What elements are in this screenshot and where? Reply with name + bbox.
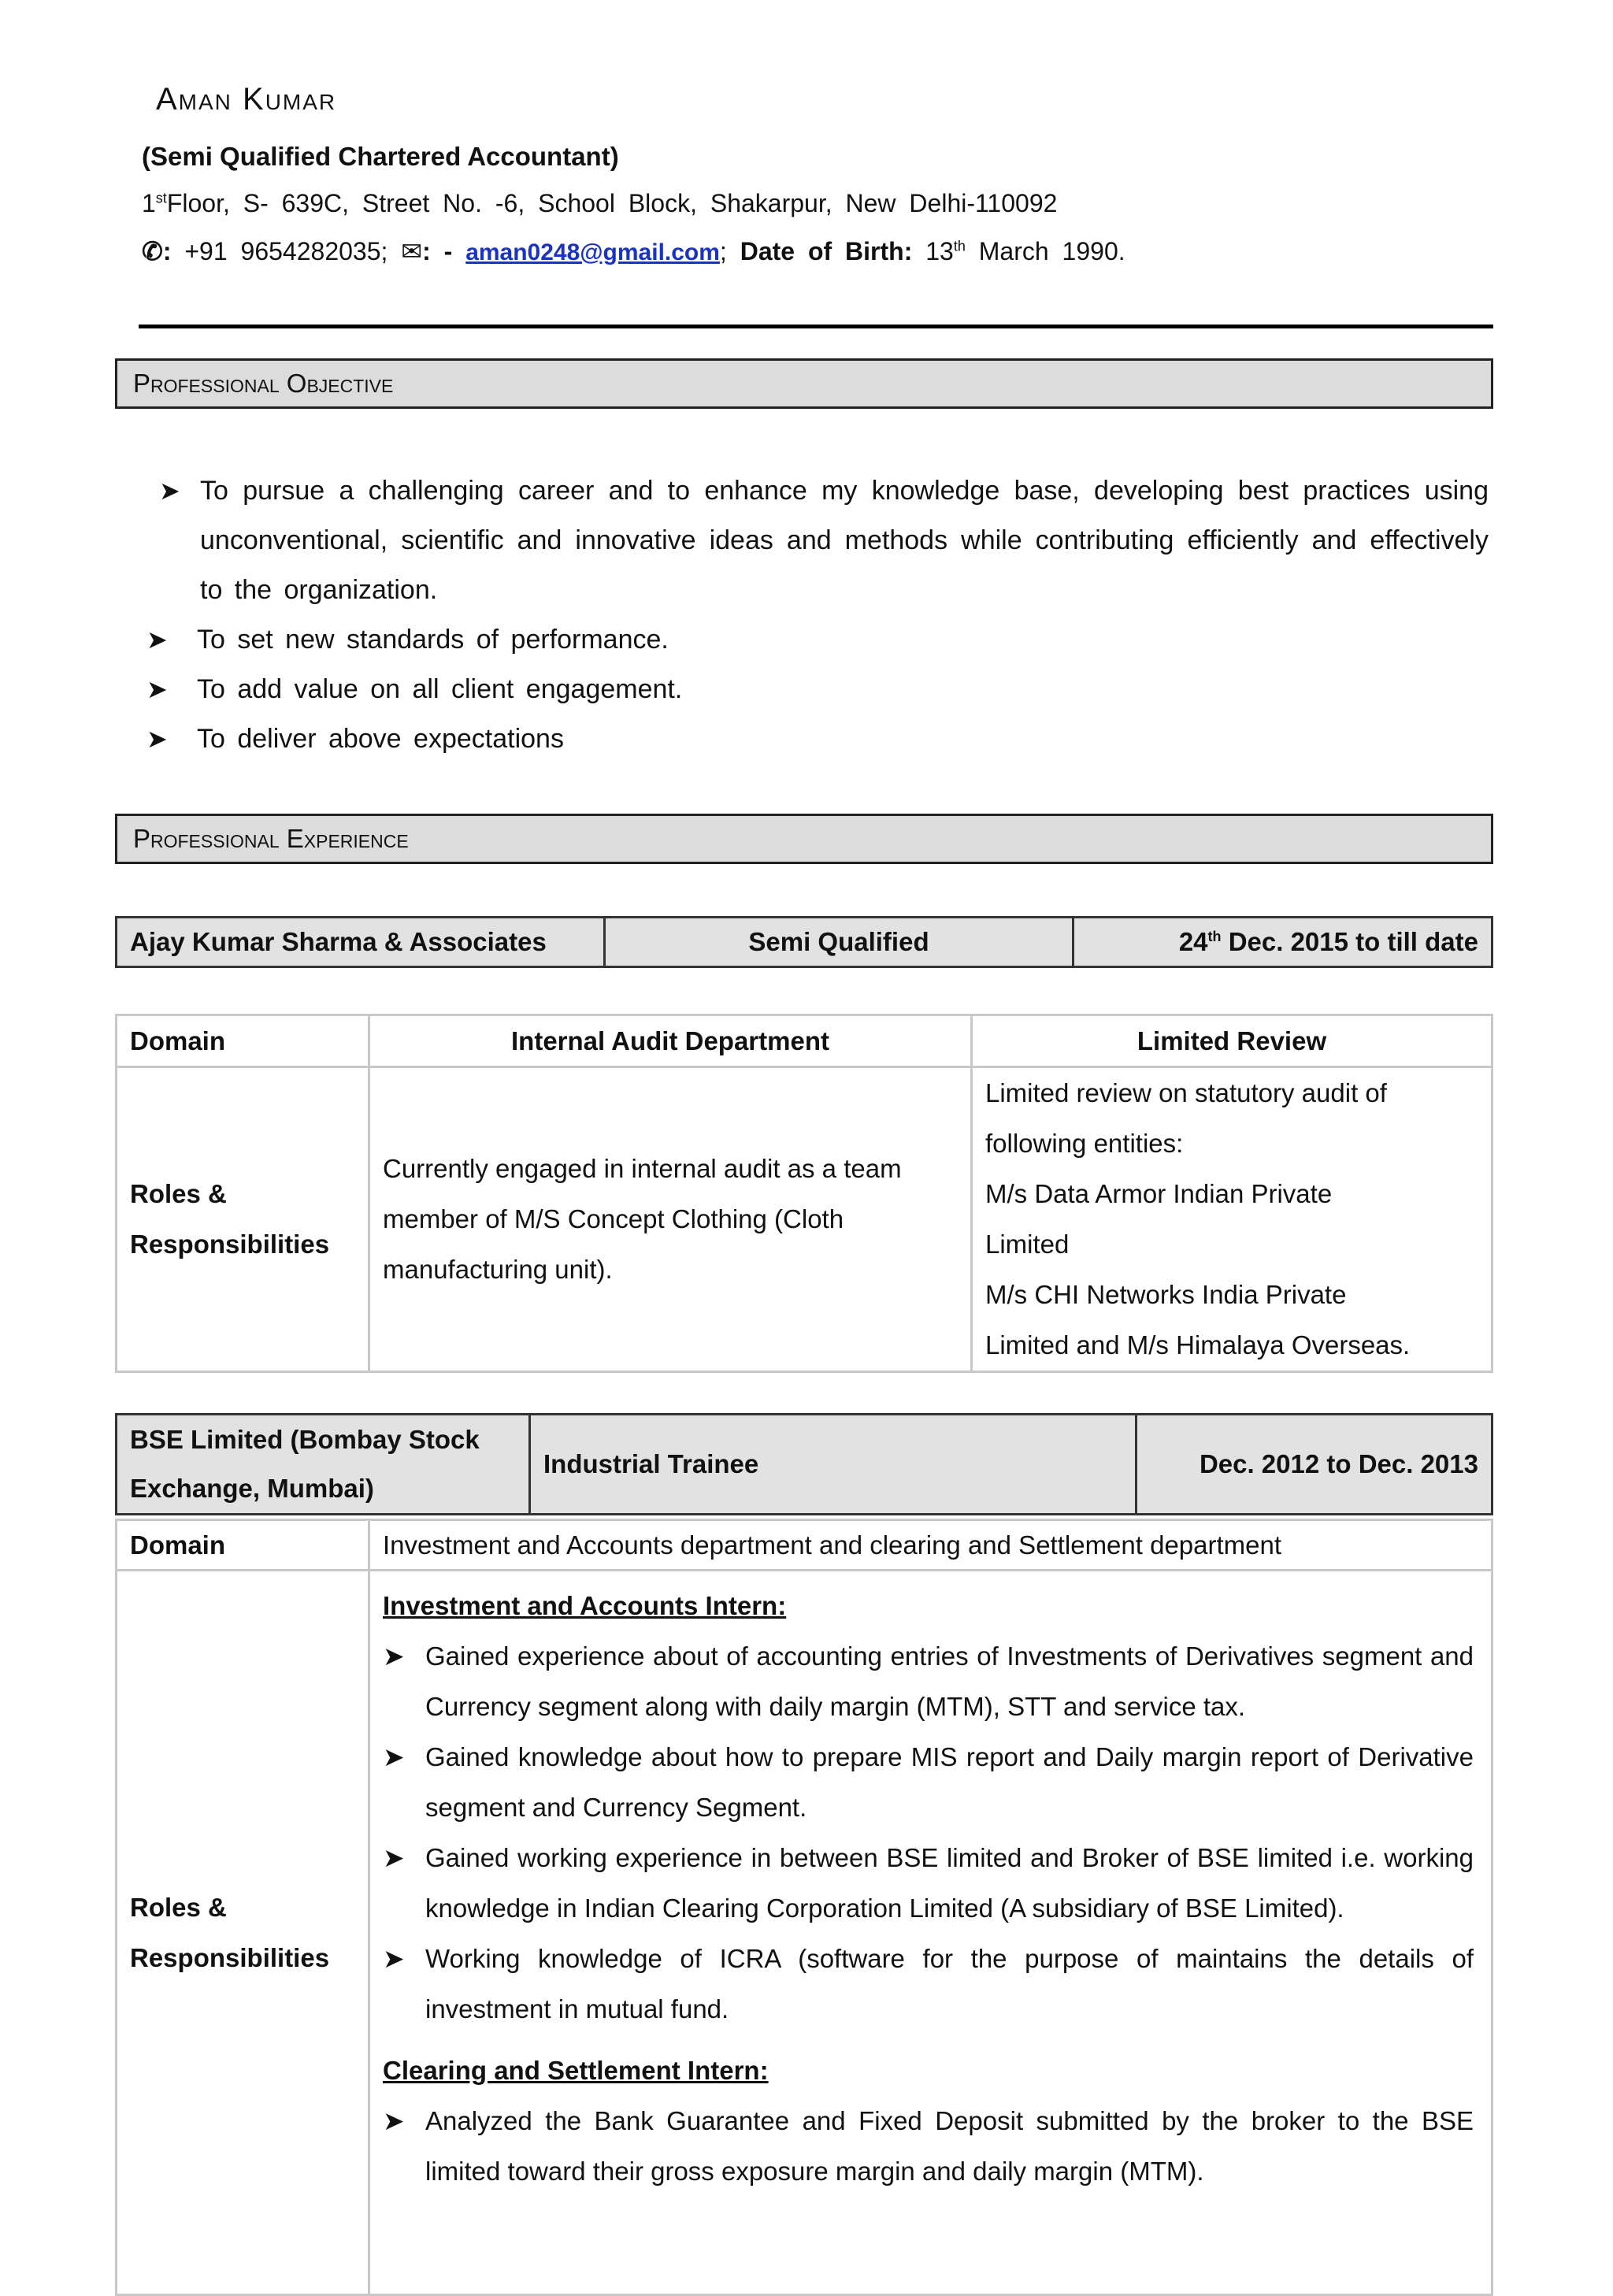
list-item: ➤ Gained knowledge about how to prepare MIS report and Daily margin report of Derivative segment and Currency Segment. xyxy=(383,1732,1474,1833)
list-item: ➤ Analyzed the Bank Guarantee and Fixed Deposit submitted by the broker to the BSE limited toward their gross exposure margin and daily margin (MTM). xyxy=(383,2096,1474,2197)
arrowhead-bullet-icon: ➤ xyxy=(146,625,168,654)
arrowhead-bullet-icon: ➤ xyxy=(146,725,168,753)
contact-line: ✆: +91 9654282035; ✉: - aman0248@gmail.com; Date of Birth: 13th March 1990. xyxy=(142,237,1125,265)
email-link[interactable]: aman0248@gmail.com xyxy=(465,239,720,265)
sub-heading-investment: Investment and Accounts Intern: xyxy=(383,1591,787,1620)
job1-header xyxy=(115,916,1493,968)
address-line: 1stFloor, S- 639C, Street No. -6, School Block, Shakarpur, New Delhi-110092 xyxy=(142,189,1058,217)
objective-list xyxy=(142,466,1489,764)
list-item: ➤ To set new standards of performance. xyxy=(142,615,1489,665)
job1-roles-label: Roles & Responsibilities xyxy=(117,1067,369,1372)
job1-roles-col2: Limited review on statutory audit of following entities: M/s Data Armor Indian Private Limited M/s CHI Networks India Private Limited and M/s Himalaya Overseas. xyxy=(972,1067,1492,1372)
job2-roles-content xyxy=(369,1571,1492,2295)
job1-details xyxy=(115,1014,1493,1373)
candidate-name: Aman Kumar xyxy=(156,82,337,117)
list-item: ➤ Working knowledge of ICRA (software for the purpose of maintains the details of investment in mutual fund. xyxy=(383,1934,1474,2035)
job1-domain-col1: Internal Audit Department xyxy=(369,1015,972,1067)
section-heading-experience: Professional Experience xyxy=(115,814,1493,864)
job1-role: Semi Qualified xyxy=(605,918,1073,967)
phone-number: +91 9654282035; xyxy=(184,237,388,265)
job1-company: Ajay Kumar Sharma & Associates xyxy=(117,918,605,967)
sub-heading-clearing: Clearing and Settlement Intern: xyxy=(383,2056,769,2085)
dob-label: Date of Birth: xyxy=(740,237,913,265)
job2-domain-label: Domain xyxy=(117,1520,369,1571)
job2-role: Industrial Trainee xyxy=(530,1415,1137,1515)
envelope-icon: ✉ xyxy=(401,237,423,265)
job1-domain-label: Domain xyxy=(117,1015,369,1067)
list-item: ➤ Gained experience about of accounting entries of Investments of Derivatives segment and Currency segment along with daily margin (MTM), STT and service tax. xyxy=(383,1631,1474,1732)
arrowhead-bullet-icon: ➤ xyxy=(383,2106,405,2135)
job2-domain-value: Investment and Accounts department and clearing and Settlement department xyxy=(369,1520,1492,1571)
job2-details xyxy=(115,1519,1493,2296)
job1-dates: 24th Dec. 2015 to till date xyxy=(1073,918,1492,967)
arrowhead-bullet-icon: ➤ xyxy=(383,1742,405,1771)
header-divider xyxy=(139,325,1493,328)
arrowhead-bullet-icon: ➤ xyxy=(159,477,180,505)
arrowhead-bullet-icon: ➤ xyxy=(146,675,168,703)
arrowhead-bullet-icon: ➤ xyxy=(383,1944,405,1973)
section-heading-objective: Professional Objective xyxy=(115,358,1493,409)
job2-header xyxy=(115,1413,1493,1515)
job1-roles-col1: Currently engaged in internal audit as a team member of M/S Concept Clothing (Cloth manufacturing unit). xyxy=(369,1067,972,1372)
arrowhead-bullet-icon: ➤ xyxy=(383,1843,405,1872)
list-item: ➤ To add value on all client engagement. xyxy=(142,665,1489,714)
phone-icon: ✆ xyxy=(142,237,163,265)
job2-roles-label: Roles & Responsibilities xyxy=(117,1571,369,2295)
list-item: ➤ To deliver above expectations xyxy=(142,714,1489,764)
job1-domain-col2: Limited Review xyxy=(972,1015,1492,1067)
list-item: ➤ To pursue a challenging career and to enhance my knowledge base, developing best practices using unconventional, scientific and innovative ideas and methods while contributing efficiently and effectively to the organization. xyxy=(142,466,1489,615)
job2-dates: Dec. 2012 to Dec. 2013 xyxy=(1137,1415,1492,1515)
candidate-title: (Semi Qualified Chartered Accountant) xyxy=(142,142,619,171)
list-item: ➤ Gained working experience in between BSE limited and Broker of BSE limited i.e. working knowledge in Indian Clearing Corporation Limited (A subsidiary of BSE Limited). xyxy=(383,1833,1474,1934)
job2-company: BSE Limited (Bombay Stock Exchange, Mumbai) xyxy=(117,1415,530,1515)
arrowhead-bullet-icon: ➤ xyxy=(383,1641,405,1671)
